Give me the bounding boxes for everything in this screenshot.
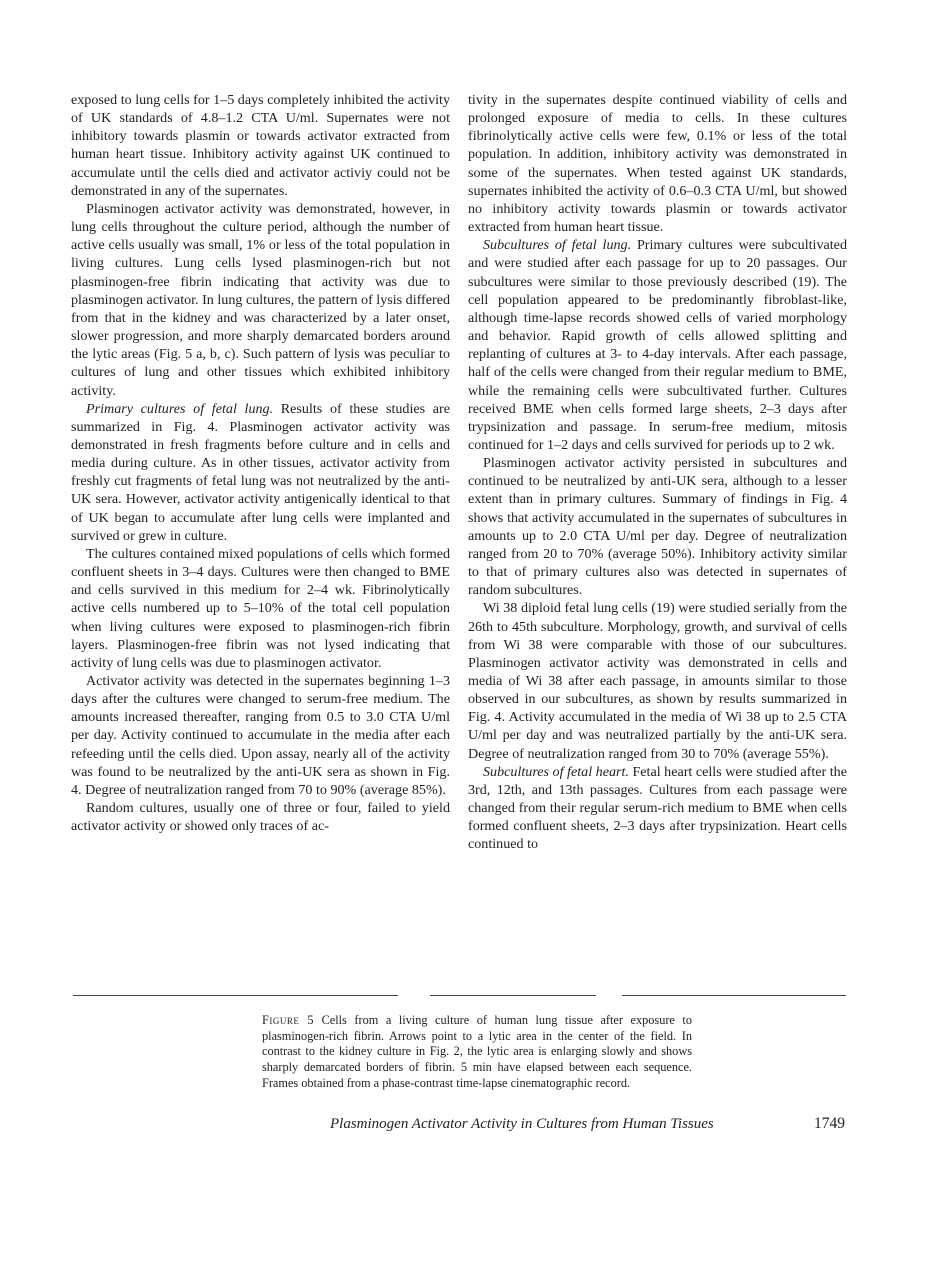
page-number: 1749 xyxy=(814,1115,845,1132)
paragraph: tivity in the supernates despite continued viability of cells and prolonged exposure of media to cells. In these cultures fibrinolytically active cells were few, 0.1% or less of the total population. In addition, inhibitory activity was demonstrated in some of the supernates. When tested against UK standards, supernates inhibited the activity of 0.6–0.3 CTA U/ml, but showed no inhibitory activity towards plasmin or towards activator extracted from human heart tissue. xyxy=(468,92,847,236)
figure-divider xyxy=(622,995,846,996)
paragraph: exposed to lung cells for 1–5 days completely inhibited the activity of UK standards of 4.8–1.2 CTA U/ml. Supernates were not inhibitory towards plasmin or towards activator extracted from human heart tissue. Inhibitory activity against UK continued to accumulate until the cells died and activator activiy could not be demonstrated in any of the supernates. xyxy=(71,92,450,199)
paragraph-text: Primary cultures were subcultivated and were studied after each passage for up to 20 passages. Our subcultures were similar to those previously described (19). The cell population appeared to be predominantly fibroblast-like, although time-lapse records showed cells of varied morphology and behavior. Rapid growth of cells allowed splitting and replanting of cultures at 3- to 4-day intervals. After each passage, half of the cells were changed from their regular medium to BME, while the remaining cells were subcultivated further. Cultures received BME when cells formed large sheets, 2–3 days after trypsinization and passage. In serum-free medium, mitosis continued for 1–2 days and cells survived for periods up to 2 wk. xyxy=(468,237,847,453)
figure-divider xyxy=(430,995,596,996)
figure-label: Figure 5 xyxy=(262,1013,315,1027)
figure-divider xyxy=(73,995,398,996)
paragraph: Activator activity was detected in the supernates beginning 1–3 days after the cultures were changed to serum-free medium. The amounts increased thereafter, ranging from 0.5 to 3.0 CTA U/ml per day. Activity continued to accumulate in the media after each refeeding until the cells died. Upon assay, nearly all of the activity was found to be neutralized by the anti-UK sera as shown in Fig. 4. Degree of neutralization ranged from 70 to 90% (average 85%). xyxy=(71,673,450,798)
paragraph-text: Fetal heart cells were studied after the 3rd, 12th, and 13th passages. Cultures from each passage were changed from their regular serum-rich medium to BME when cells formed confluent sheets, 2–3 days after trypsinization. Heart cells continued to xyxy=(468,763,847,853)
paragraph: The cultures contained mixed populations of cells which formed confluent sheets in 3–4 days. Cultures were then changed to BME and cells survived in this medium for 2–4 wk. Fibrinolytically active cells numbered up to 5–10% of the total cell population when living cultures were exposed to plasminogen-rich fibrin layers. Plasminogen-free fibrin was not lysed indicating that activity of lung cells was due to plasminogen activator. xyxy=(71,545,450,671)
paragraph: Wi 38 diploid fetal lung cells (19) were studied serially from the 26th to 45th subculture. Morphology, growth, and survival of cells from Wi 38 were comparable with those of our subcultures. Plasminogen activator activity was demonstrated in cells and media of Wi 38 after each passage, in amounts similar to those observed in our subcultures, as shown by results summarized in Fig. 4. Activity accumulated in the media of Wi 38 up to 2.5 CTA U/ml per day and was neutralized partially by the anti-UK sera. Degree of neutralization ranged from 30 to 70% (average 55%). xyxy=(468,600,847,762)
left-column xyxy=(71,91,450,835)
paragraph: Random cultures, usually one of three or four, failed to yield activator activity or showed only traces of ac- xyxy=(71,800,450,835)
paragraph xyxy=(71,400,450,545)
section-heading: Subcultures of fetal lung. xyxy=(483,237,632,254)
figure-caption xyxy=(262,1013,692,1092)
paragraph xyxy=(468,236,847,454)
paragraph-text: Results of these studies are summarized in Fig. 4. Plasminogen activator activity was demonstrated in fresh fragments before culture and in cells and media during culture. As in other tissues, activator activity from freshly cut fragments of fetal lung was not neutralized by the anti-UK sera. However, activator activity antigenically identical to that of UK began to accumulate after lung cells were implanted and survived or grew in culture. xyxy=(71,400,450,544)
caption-text: Cells from a living culture of human lung tissue after exposure to plasminogen-rich fibrin. Arrows point to a lytic area in the center of the field. In contrast to the kidney culture in Fig. 2, the lytic area is enlarging slowly and shows sharply demarcated borders of fibrin. 5 min have elapsed between each sequence. Frames obtained from a phase-contrast time-lapse cinematographic record. xyxy=(262,1013,692,1090)
section-heading: Primary cultures of fetal lung. xyxy=(86,400,274,417)
section-heading: Subcultures of fetal heart. xyxy=(483,763,629,780)
paragraph: Plasminogen activator activity persisted in subcultures and continued to be neutralized by anti-UK sera, although to a lesser extent than in primary cultures. Summary of findings in Fig. 4 shows that activity accumulated in the supernates of subcultures in amounts up to 2.0 CTA U/ml per day. Degree of neutralization ranged from 20 to 70% (average 50%). Inhibitory activity similar to that of primary cultures also was detected in supernates of random subcultures. xyxy=(468,455,847,599)
paragraph xyxy=(468,763,847,854)
paragraph: Plasminogen activator activity was demonstrated, however, in lung cells throughout the culture period, although the number of active cells usually was small, 1% or less of the total population in living cultures. Lung cells lysed plasminogen-rich but not plasminogen-free fibrin indicating that activity was due to plasminogen activator. In lung cultures, the pattern of lysis differed from that in the kidney and was characterized by a later onset, slower progression, and more sharply demarcated borders around the lytic areas (Fig. 5 a, b, c). Such pattern of lysis was peculiar to cultures of lung and other tissues which exhibited inhibitory activity. xyxy=(71,200,450,399)
right-column xyxy=(468,91,847,854)
running-title: Plasminogen Activator Activity in Cultures from Human Tissues xyxy=(330,1116,714,1132)
